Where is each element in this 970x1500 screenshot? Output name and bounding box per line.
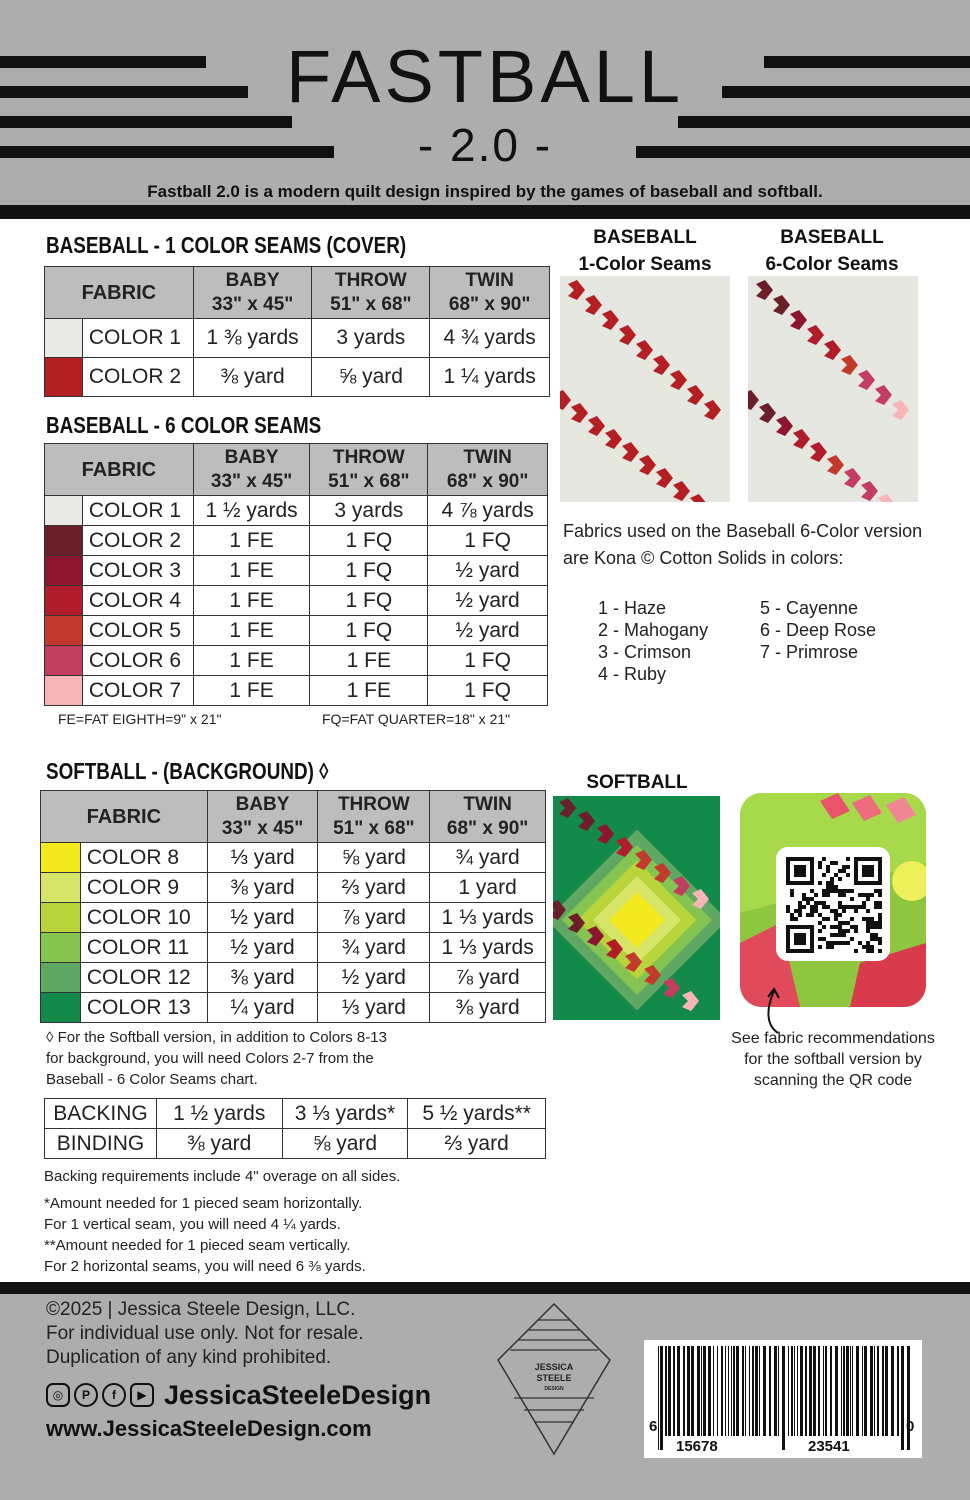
- seam-chevron: [773, 295, 790, 315]
- youtube-icon[interactable]: ▶: [130, 1383, 154, 1407]
- table-row: [45, 616, 548, 646]
- color-swatch: [45, 676, 83, 706]
- table-row: [41, 963, 546, 993]
- color-name: COLOR 1: [82, 496, 193, 526]
- barcode-digits-2: 23541: [808, 1438, 850, 1455]
- color-swatch: [41, 903, 81, 933]
- binding-label: BINDING: [45, 1129, 157, 1159]
- seam-chevron: [858, 370, 875, 390]
- color-swatch: [45, 556, 83, 586]
- seam-chevron: [622, 442, 639, 462]
- color-name: COLOR 9: [80, 873, 207, 903]
- seam-chevron: [559, 798, 576, 818]
- twin-cell: 1 FQ: [428, 526, 548, 556]
- table-row: [45, 358, 550, 397]
- fabric-header: FABRIC: [41, 791, 208, 843]
- table-row: [45, 496, 548, 526]
- color-name: COLOR 10: [80, 903, 207, 933]
- pinterest-icon[interactable]: P: [74, 1383, 98, 1407]
- throw-cell: ⅞ yard: [318, 903, 430, 933]
- seam-chevron: [673, 481, 690, 501]
- table-header-row: [45, 267, 550, 319]
- arrow-icon: [760, 985, 790, 1035]
- color-swatch: [45, 358, 83, 397]
- softball-table: [40, 790, 546, 1023]
- seam-chevron: [824, 340, 841, 360]
- svg-text:DESIGN: DESIGN: [544, 1386, 564, 1392]
- website-link[interactable]: www.JessicaSteeleDesign.com: [46, 1416, 372, 1441]
- baseball6-title: BASEBALL - 6 COLOR SEAMS: [46, 412, 322, 438]
- table-header-row: [41, 791, 546, 843]
- seam-chevron: [588, 416, 605, 436]
- baby-cell: ½ yard: [207, 933, 318, 963]
- table-row: [41, 933, 546, 963]
- table-row: [41, 903, 546, 933]
- table-row: [45, 319, 550, 358]
- throw-cell: 1 FE: [310, 676, 428, 706]
- barcode-digit-right: 0: [906, 1418, 915, 1435]
- color-swatch: [45, 646, 83, 676]
- baby-header: BABY 33" x 45": [207, 791, 318, 843]
- color-swatch: [41, 963, 81, 993]
- baby-cell: 1 FE: [193, 526, 310, 556]
- twin-cell: 1 ¼ yards: [430, 358, 550, 397]
- color-swatch: [41, 873, 81, 903]
- throw-cell: 3 yards: [310, 496, 428, 526]
- baby-header: BABY 33" x 45": [193, 267, 312, 319]
- color-name: COLOR 13: [80, 993, 207, 1023]
- baby-cell: 1 ½ yards: [193, 496, 310, 526]
- seam-chevron: [568, 280, 585, 300]
- twin-cell: 4 ⅞ yards: [428, 496, 548, 526]
- table-header-row: [45, 444, 548, 496]
- throw-cell: ⅝ yard: [312, 358, 430, 397]
- seam-chevron: [682, 991, 699, 1011]
- seam-chevron: [690, 494, 707, 502]
- seam-chevron: [653, 355, 670, 375]
- color-name: COLOR 11: [80, 933, 207, 963]
- seam-chevron: [585, 295, 602, 315]
- twin-cell: ⅞ yard: [430, 963, 546, 993]
- throw-cell: ½ yard: [318, 963, 430, 993]
- barcode-digits-1: 15678: [676, 1438, 718, 1455]
- throw-cell: ¾ yard: [318, 933, 430, 963]
- seam-chevron: [759, 403, 776, 423]
- throw-header: THROW 51" x 68": [318, 791, 430, 843]
- color-name: COLOR 2: [82, 358, 193, 397]
- color-swatch: [41, 843, 81, 873]
- color-swatch: [45, 526, 83, 556]
- fabric-header: FABRIC: [45, 267, 194, 319]
- fabric-header: FABRIC: [45, 444, 194, 496]
- throw-cell: 1 FQ: [310, 526, 428, 556]
- seam-chevron: [605, 429, 622, 449]
- throw-cell: ⅝ yard: [282, 1129, 408, 1159]
- twin-cell: 5 ½ yards**: [408, 1099, 546, 1129]
- table-row: [41, 993, 546, 1023]
- seam-chevron: [790, 310, 807, 330]
- backing-table: [44, 1098, 546, 1159]
- fabrics-intro: Fabrics used on the Baseball 6-Color version are Kona © Cotton Solids in colors:: [563, 521, 923, 568]
- throw-cell: 1 FE: [310, 646, 428, 676]
- qr-code-card[interactable]: [740, 793, 926, 1007]
- baby-cell: 1 FE: [193, 556, 310, 586]
- seam-chevron: [878, 494, 895, 502]
- table-row: [45, 586, 548, 616]
- baby-header: BABY 33" x 45": [193, 444, 310, 496]
- svg-text:JESSICA: JESSICA: [534, 1362, 574, 1372]
- seam-chevron: [892, 400, 909, 420]
- baby-cell: ⅜ yard: [207, 873, 318, 903]
- table-row: [45, 556, 548, 586]
- seam-chevron: [571, 403, 588, 423]
- fabrics-list-left: 1 - Haze 2 - Mahogany 3 - Crimson 4 - Ruby: [598, 598, 709, 684]
- baby-cell: ⅜ yard: [193, 358, 312, 397]
- baseball1-table: [44, 266, 550, 397]
- twin-cell: 4 ¾ yards: [430, 319, 550, 358]
- color-name: COLOR 4: [82, 586, 193, 616]
- table-row: [41, 873, 546, 903]
- twin-cell: ½ yard: [428, 586, 548, 616]
- bb6-image-label: BASEBALL 6-Color Seams: [765, 227, 899, 275]
- baseball-1-color-quilt-image: [560, 276, 730, 502]
- instagram-icon[interactable]: ◎: [46, 1383, 70, 1407]
- twin-cell: ⅔ yard: [408, 1129, 546, 1159]
- color-swatch: [45, 616, 83, 646]
- baby-cell: ½ yard: [207, 903, 318, 933]
- seam-chevron: [861, 481, 878, 501]
- baby-cell: 1 ⅜ yards: [193, 319, 312, 358]
- twin-cell: ½ yard: [428, 616, 548, 646]
- color-name: COLOR 1: [82, 319, 193, 358]
- seam-chevron: [841, 355, 858, 375]
- fabrics-list-right: 5 - Cayenne 6 - Deep Rose 7 - Primrose: [760, 598, 877, 662]
- throw-cell: 1 FQ: [310, 616, 428, 646]
- fq-note: FQ=FAT QUARTER=18" x 21": [322, 711, 511, 727]
- twin-cell: 1 ⅓ yards: [430, 903, 546, 933]
- throw-cell: ⅝ yard: [318, 843, 430, 873]
- color-name: COLOR 7: [82, 676, 193, 706]
- color-name: COLOR 2: [82, 526, 193, 556]
- table-row: [45, 1129, 546, 1159]
- seam-chevron: [807, 325, 824, 345]
- twin-cell: ⅜ yard: [430, 993, 546, 1023]
- footer-rule: [0, 1282, 970, 1294]
- throw-cell: ⅔ yard: [318, 873, 430, 903]
- throw-cell: 3 ⅓ yards*: [282, 1099, 408, 1129]
- seam-chevron: [704, 400, 721, 420]
- throw-header: THROW 51" x 68": [312, 267, 430, 319]
- color-name: COLOR 5: [82, 616, 193, 646]
- seam-chevron: [875, 385, 892, 405]
- baby-cell: 1 FE: [193, 586, 310, 616]
- table-row: [45, 676, 548, 706]
- baby-cell: 1 ½ yards: [156, 1099, 282, 1129]
- seam-chevron: [560, 390, 571, 410]
- seam-chevron: [844, 468, 861, 488]
- softball-note: ◊ For the Softball version, in addition to Colors 8-13 for background, you will need Colors 2-7 from the Baseball - 6 Color Seams chart.: [46, 1029, 387, 1088]
- twin-header: TWIN 68" x 90": [430, 791, 546, 843]
- seam-chevron: [776, 416, 793, 436]
- softball-title: SOFTBALL - (BACKGROUND) ◊: [46, 758, 329, 784]
- twin-cell: 1 FQ: [428, 676, 548, 706]
- seam-chevron: [602, 310, 619, 330]
- seam-chevron: [687, 385, 704, 405]
- facebook-icon[interactable]: f: [102, 1383, 126, 1407]
- table-row: [45, 1099, 546, 1129]
- twin-cell: 1 ⅓ yards: [430, 933, 546, 963]
- seam-chevron: [636, 340, 653, 360]
- baby-cell: 1 FE: [193, 646, 310, 676]
- softball-quilt-image: [553, 796, 720, 1020]
- throw-cell: 1 FQ: [310, 586, 428, 616]
- baseball1-title: BASEBALL - 1 COLOR SEAMS (COVER): [46, 232, 407, 258]
- twin-header: TWIN 68" x 90": [430, 267, 550, 319]
- baseball-6-color-quilt-image: [748, 276, 918, 502]
- baby-cell: ¼ yard: [207, 993, 318, 1023]
- baby-cell: 1 FE: [193, 676, 310, 706]
- color-name: COLOR 8: [80, 843, 207, 873]
- seam-chevron: [827, 455, 844, 475]
- twin-cell: 1 FQ: [428, 646, 548, 676]
- baby-cell: 1 FE: [193, 616, 310, 646]
- seam-chevron: [619, 325, 636, 345]
- twin-cell: ½ yard: [428, 556, 548, 586]
- table-row: [41, 843, 546, 873]
- seam-chevron: [810, 442, 827, 462]
- color-swatch: [45, 319, 83, 358]
- pattern-tagline: Fastball 2.0 is a modern quilt design inspired by the games of baseball and softball.: [147, 182, 823, 201]
- jessica-steele-logo: [494, 1300, 614, 1458]
- color-swatch: [41, 993, 81, 1023]
- qr-caption: See fabric recommendations for the softball version by scanning the QR code: [731, 1030, 935, 1089]
- twin-header: TWIN 68" x 90": [428, 444, 548, 496]
- throw-cell: ⅓ yard: [318, 993, 430, 1023]
- baby-cell: ⅓ yard: [207, 843, 318, 873]
- seam-chevron: [793, 429, 810, 449]
- backing-footnotes: *Amount needed for 1 pieced seam horizontally. For 1 vertical seam, you will need 4 ¼ yards. **Amount needed for 1 pieced seam vertically. For 2 horizontal seams, you will need 6 ⅜ yards.: [44, 1195, 366, 1275]
- fe-note: FE=FAT EIGHTH=9" x 21": [58, 711, 222, 727]
- seam-chevron: [670, 370, 687, 390]
- backing-note: Backing requirements include 4" overage on all sides.: [44, 1168, 401, 1185]
- throw-cell: 1 FQ: [310, 556, 428, 586]
- backing-label: BACKING: [45, 1099, 157, 1129]
- softball-image-label: SOFTBALL: [586, 772, 688, 793]
- baseball6-table: [44, 443, 548, 706]
- seam-chevron: [578, 811, 595, 831]
- seam-chevron: [756, 280, 773, 300]
- color-swatch: [45, 586, 83, 616]
- throw-cell: 3 yards: [312, 319, 430, 358]
- baby-cell: ⅜ yard: [156, 1129, 282, 1159]
- barcode-digit-left: 6: [649, 1418, 658, 1435]
- bb1-image-label: BASEBALL 1-Color Seams: [578, 227, 712, 275]
- twin-cell: ¾ yard: [430, 843, 546, 873]
- color-name: COLOR 3: [82, 556, 193, 586]
- seam-chevron: [639, 455, 656, 475]
- color-name: COLOR 6: [82, 646, 193, 676]
- social-handle[interactable]: JessicaSteeleDesign: [164, 1379, 432, 1410]
- svg-text:STEELE: STEELE: [536, 1373, 572, 1383]
- throw-header: THROW 51" x 68": [310, 444, 428, 496]
- seam-chevron: [656, 468, 673, 488]
- copyright: ©2025 | Jessica Steele Design, LLC. For individual use only. Not for resale. Duplication of any kind prohibited.: [46, 1299, 364, 1368]
- pattern-title: FASTBALL: [285, 35, 685, 118]
- table-row: [45, 526, 548, 556]
- color-name: COLOR 12: [80, 963, 207, 993]
- twin-cell: 1 yard: [430, 873, 546, 903]
- pattern-subtitle: - 2.0 -: [417, 119, 553, 171]
- social-links: [46, 1380, 431, 1410]
- baby-cell: ⅜ yard: [207, 963, 318, 993]
- header-rule: [0, 205, 970, 219]
- color-swatch: [41, 933, 81, 963]
- color-swatch: [45, 496, 83, 526]
- table-row: [45, 646, 548, 676]
- seam-chevron: [748, 390, 759, 410]
